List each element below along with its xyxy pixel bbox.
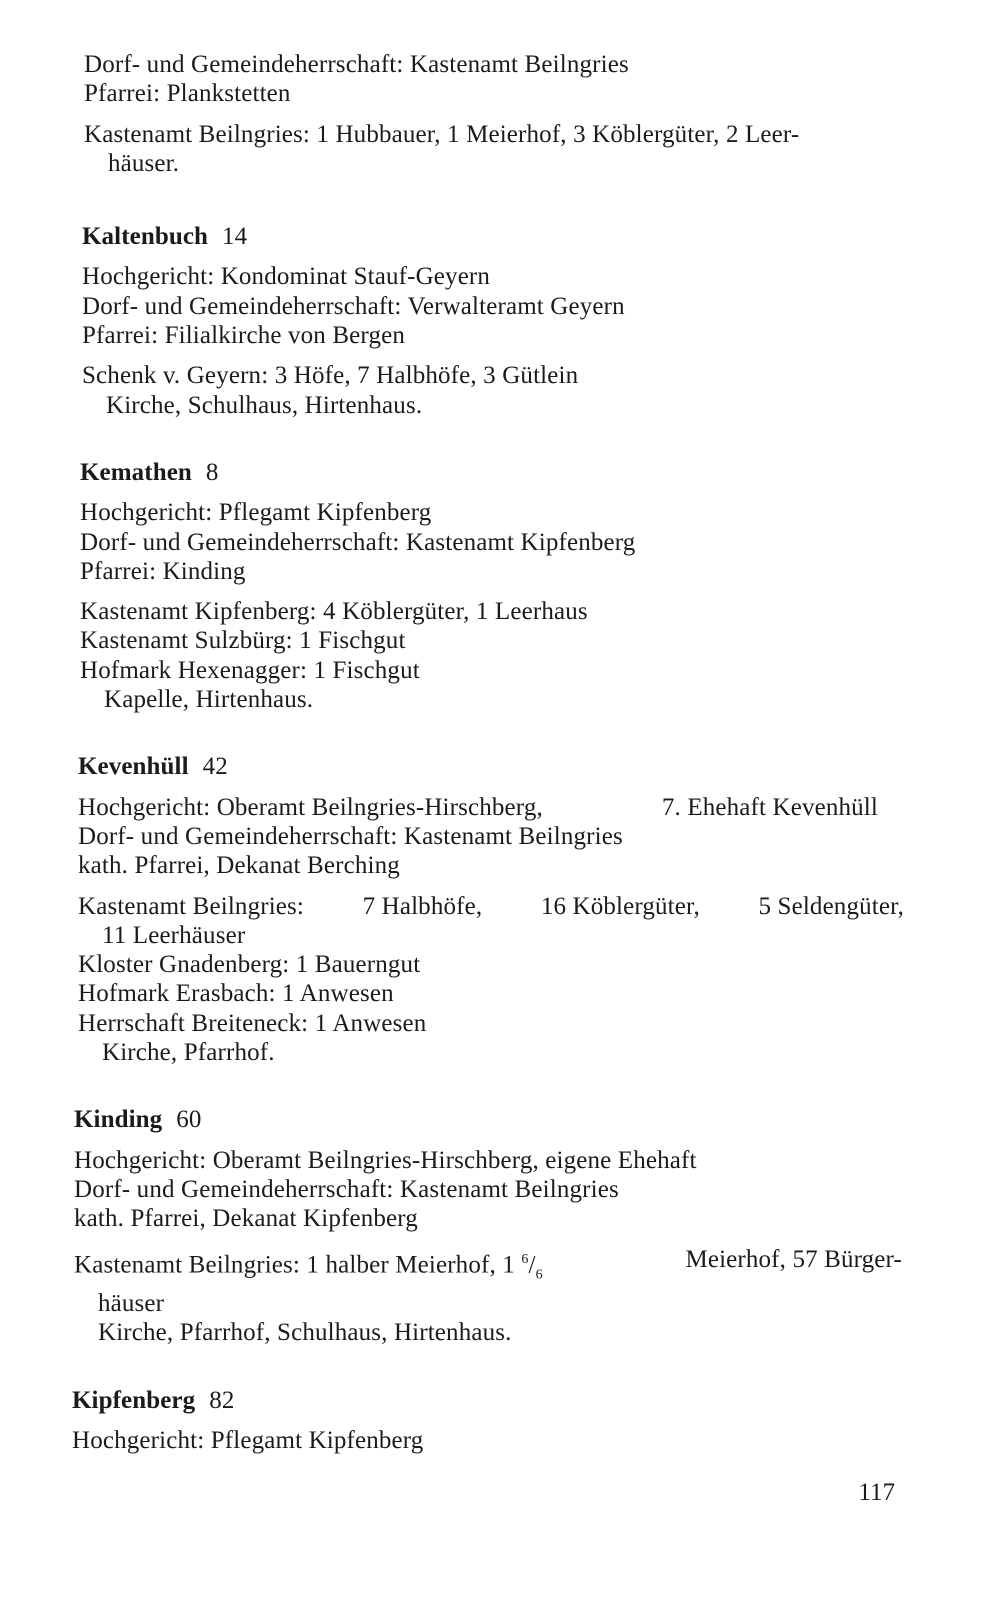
besitz-line: Kastenamt Sulzbürg: 1 Fischgut: [80, 627, 406, 655]
besitz-line: Kloster Gnadenberg: 1 Bauerngut: [78, 951, 421, 979]
besitz-line: Schenk v. Geyern: 3 Höfe, 7 Halbhöfe, 3 Gütlein: [82, 362, 579, 390]
hochgericht-line: Hochgericht: Oberamt Beilngries-Hirschberg, eigene Ehehaft: [74, 1146, 697, 1174]
ehehaft-text: 7. Ehehaft Kevenhüll: [661, 793, 878, 821]
gebaeude-line: Kapelle, Hirtenhaus.: [104, 686, 314, 714]
entry-continued: [72, 50, 922, 178]
besitz-item: Meierhof, 57 Bürger-: [685, 1245, 902, 1273]
fraction-denominator: 6: [535, 1266, 543, 1282]
entry-kemathen: [72, 458, 922, 714]
entry-heading: [82, 222, 922, 251]
entry-heading: [72, 1386, 922, 1415]
hochgericht-line: Hochgericht: Pflegamt Kipfenberg: [80, 499, 432, 527]
fraction-numerator: 6: [521, 1251, 529, 1267]
document-page: [72, 50, 922, 1455]
place-name: Kaltenbuch: [82, 223, 209, 251]
besitz-line: Hofmark Erasbach: 1 Anwesen: [78, 980, 394, 1008]
entry-kipfenberg: [72, 1386, 922, 1456]
besitz-line-continued: 11 Leerhäuser: [102, 921, 246, 949]
besitz-item: 5 Seldengüter,: [758, 892, 904, 920]
pfarrei-line: kath. Pfarrei, Dekanat Kipfenberg: [74, 1205, 418, 1233]
besitz-item: 7 Halbhöfe,: [362, 892, 483, 920]
besitz-owner: Kastenamt Beilngries:: [78, 892, 305, 920]
place-number: 82: [209, 1386, 235, 1414]
pfarrei-line: kath. Pfarrei, Dekanat Berching: [78, 852, 400, 880]
place-number: 42: [202, 753, 228, 781]
entry-kevenhuell: [72, 752, 922, 1067]
place-name: Kinding: [74, 1106, 163, 1134]
besitz-line-continued: häuser.: [108, 149, 180, 177]
herrschaft-line: Dorf- und Gemeindeherrschaft: Kastenamt Beilngries: [84, 51, 629, 78]
place-number: 8: [205, 458, 219, 486]
pfarrei-line: Pfarrei: Plankstetten: [84, 80, 291, 108]
entry-heading: [78, 752, 922, 781]
gebaeude-line: Kirche, Schulhaus, Hirtenhaus.: [106, 391, 423, 419]
place-name: Kemathen: [80, 458, 192, 486]
herrschaft-line: Dorf- und Gemeindeherrschaft: Kastenamt Kipfenberg: [80, 528, 636, 556]
besitz-line: [78, 892, 904, 921]
pfarrei-line: Pfarrei: Kinding: [80, 557, 246, 585]
besitz-owner: Kastenamt Beilngries: 1 halber Meierhof, 1: [74, 1250, 515, 1278]
entry-kaltenbuch: [72, 222, 922, 420]
gebaeude-line: Kirche, Pfarrhof, Schulhaus, Hirtenhaus.: [98, 1319, 512, 1347]
besitz-text: Kastenamt Beilngries: 1 halber Meierhof, 1 $^6/_6$: [74, 1250, 543, 1282]
hochgericht-line: [78, 793, 878, 822]
herrschaft-line: Dorf- und Gemeindeherrschaft: Kastenamt Beilngries: [74, 1175, 619, 1203]
place-name: Kipfenberg: [72, 1386, 196, 1414]
place-name: Kevenhüll: [78, 753, 189, 781]
page-number: 117: [858, 1479, 895, 1506]
gebaeude-line: Kirche, Pfarrhof.: [102, 1039, 275, 1067]
pfarrei-line: Pfarrei: Filialkirche von Bergen: [82, 322, 406, 350]
hochgericht-line: Hochgericht: Pflegamt Kipfenberg: [72, 1427, 424, 1455]
besitz-line: Kastenamt Beilngries: 1 Hubbauer, 1 Meierhof, 3 Köblergüter, 2 Leer-: [84, 120, 800, 148]
herrschaft-line: Dorf- und Gemeindeherrschaft: Kastenamt Beilngries: [78, 822, 623, 850]
entry-kinding: [72, 1105, 922, 1347]
entry-heading: [80, 458, 922, 487]
besitz-item: 16 Köblergüter,: [540, 892, 700, 920]
besitz-line: Herrschaft Breiteneck: 1 Anwesen: [78, 1009, 427, 1037]
place-number: 14: [222, 223, 248, 251]
entry-heading: [74, 1105, 922, 1134]
place-number: 60: [176, 1106, 202, 1134]
hochgericht-text: Hochgericht: Oberamt Beilngries-Hirschberg,: [78, 793, 543, 821]
herrschaft-line: Dorf- und Gemeindeherrschaft: Verwalteramt Geyern: [82, 292, 625, 320]
hochgericht-line: Hochgericht: Kondominat Stauf-Geyern: [82, 263, 491, 291]
besitz-line: Kastenamt Kipfenberg: 4 Köblergüter, 1 Leerhaus: [80, 598, 588, 626]
besitz-line: [74, 1245, 902, 1290]
besitz-line: Hofmark Hexenagger: 1 Fischgut: [80, 656, 420, 684]
besitz-line-continued: häuser: [98, 1290, 165, 1318]
